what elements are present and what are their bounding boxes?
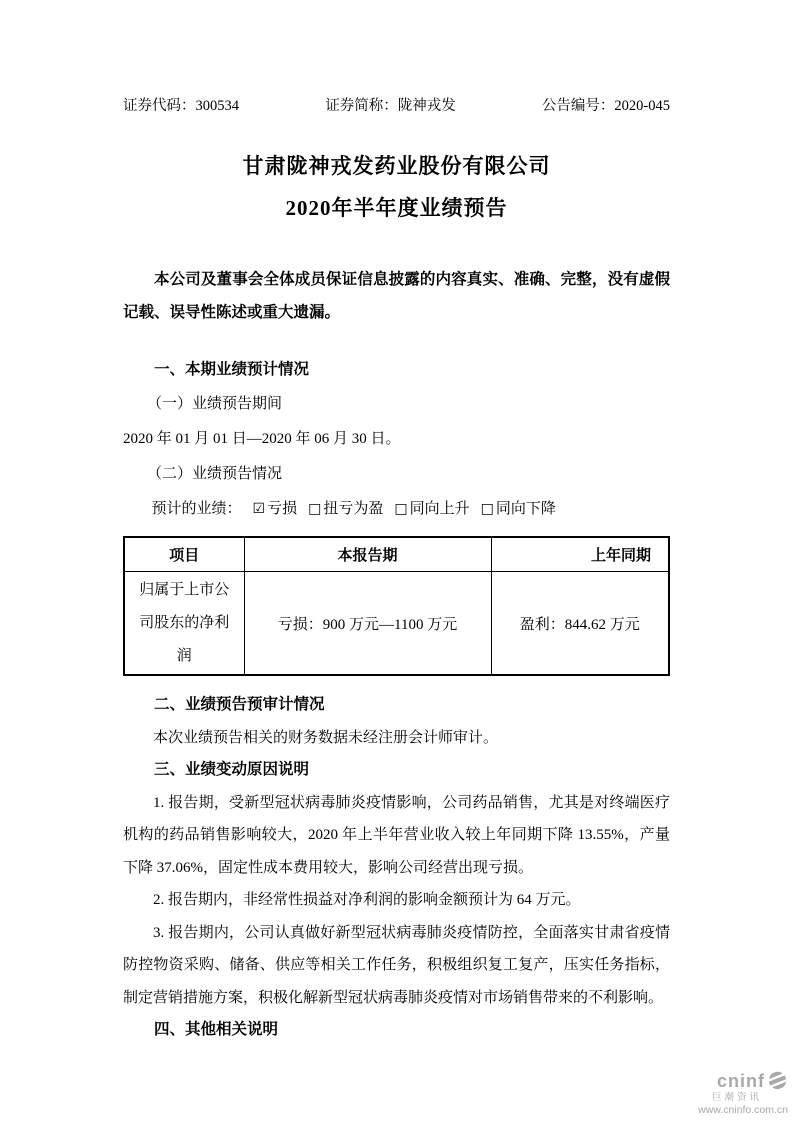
company-title: 甘肃陇神戎发药业股份有限公司 — [242, 154, 551, 178]
performance-forecast-table — [123, 536, 670, 676]
section3-heading: 三、业绩变动原因说明 — [154, 761, 310, 778]
cell-current-period-value: 亏损：900 万元—1100 万元 — [244, 572, 491, 676]
forecast-period-text: 2020 年 01 月 01 日—2020 年 06 月 30 日。 — [123, 431, 401, 447]
checkbox-option-turnaround — [308, 501, 383, 517]
unchecked-checkbox-icon: □ — [308, 501, 322, 517]
checkbox-option-loss — [253, 501, 298, 517]
section1-heading: 一、本期业绩预计情况 — [154, 361, 310, 378]
stock-code-label: 证券代码：300534 — [123, 98, 239, 114]
cninfo-watermark — [698, 1070, 788, 1115]
disclaimer-statement: 本公司及董事会全体成员保证信息披露的内容真实、准确、完整，没有虚假记载、误导性陈述或重大遗漏。 — [123, 271, 670, 321]
checked-checkbox-icon: ☑ — [252, 501, 266, 517]
section1-subheading-situation: （二）业绩预告情况 — [147, 466, 283, 482]
checkbox-label-same-direction-down: 同向下降 — [495, 501, 556, 517]
cell-item-name: 归属于上市公司股东的净利润 — [124, 572, 244, 676]
cninfo-logo-row — [698, 1070, 788, 1091]
section3-paragraph-2: 2. 报告期内，非经常性损益对净利润的影响金额预计为 64 万元。 — [153, 892, 581, 908]
column-header-prior-period: 上年同期 — [491, 537, 669, 572]
table-row-net-profit — [124, 572, 669, 676]
cninfo-logo-text: cninf — [717, 1070, 765, 1091]
section3-paragraph-3: 3. 报告期内，公司认真做好新型冠状病毒肺炎疫情防控，全面落实甘肃省疫情防控物资采购、储备、供应等相关工作任务，积极组织复工复产，压实任务指标，制定营销措施方案，积极化解新型冠状病毒肺炎疫情对市场销售带来的不利影响。 — [123, 924, 670, 1006]
announcement-number-label: 公告编号：2020-045 — [541, 98, 670, 114]
cninfo-website-url: www.cninfo.com.cn — [698, 1103, 788, 1116]
checkbox-option-same-direction-up — [394, 501, 469, 517]
section1-subheading-period: （一）业绩预告期间 — [147, 396, 283, 412]
checkbox-label-same-direction-up: 同向上升 — [409, 501, 470, 517]
checkbox-label-loss: 亏损 — [267, 501, 298, 517]
cninfo-globe-icon — [767, 1070, 788, 1091]
section2-heading: 二、业绩预告预审计情况 — [154, 696, 325, 713]
unchecked-checkbox-icon: □ — [480, 501, 494, 517]
cninfo-chinese-name: 巨潮资讯 — [711, 1092, 762, 1103]
table-header-row — [124, 537, 669, 572]
document-meta-row — [123, 97, 670, 115]
column-header-current-period: 本报告期 — [244, 537, 491, 572]
section4-heading: 四、其他相关说明 — [154, 1021, 279, 1038]
checkbox-option-same-direction-down — [481, 501, 556, 517]
checkbox-label-turnaround: 扭亏为盈 — [323, 501, 384, 517]
section2-body: 本次业绩预告相关的财务数据未经注册会计师审计。 — [153, 729, 499, 746]
forecast-type-label: 预计的业绩： — [151, 501, 242, 517]
stock-abbr-label: 证券简称：陇神戎发 — [325, 98, 456, 114]
cell-prior-period-value: 盈利：844.62 万元 — [491, 572, 669, 676]
unchecked-checkbox-icon: □ — [394, 501, 408, 517]
forecast-type-line — [123, 492, 670, 527]
section3-paragraph-1: 1. 报告期，受新型冠状病毒肺炎疫情影响，公司药品销售，尤其是对终端医疗机构的药品销售影响较大，2020 年上半年营业收入较上年同期下降 13.55%，产量下降 37.06%，固定性成本费用较大，影响公司经营出现亏损。 — [123, 794, 670, 876]
column-header-item: 项目 — [124, 537, 244, 572]
report-title: 2020年半年度业绩预告 — [285, 196, 508, 220]
